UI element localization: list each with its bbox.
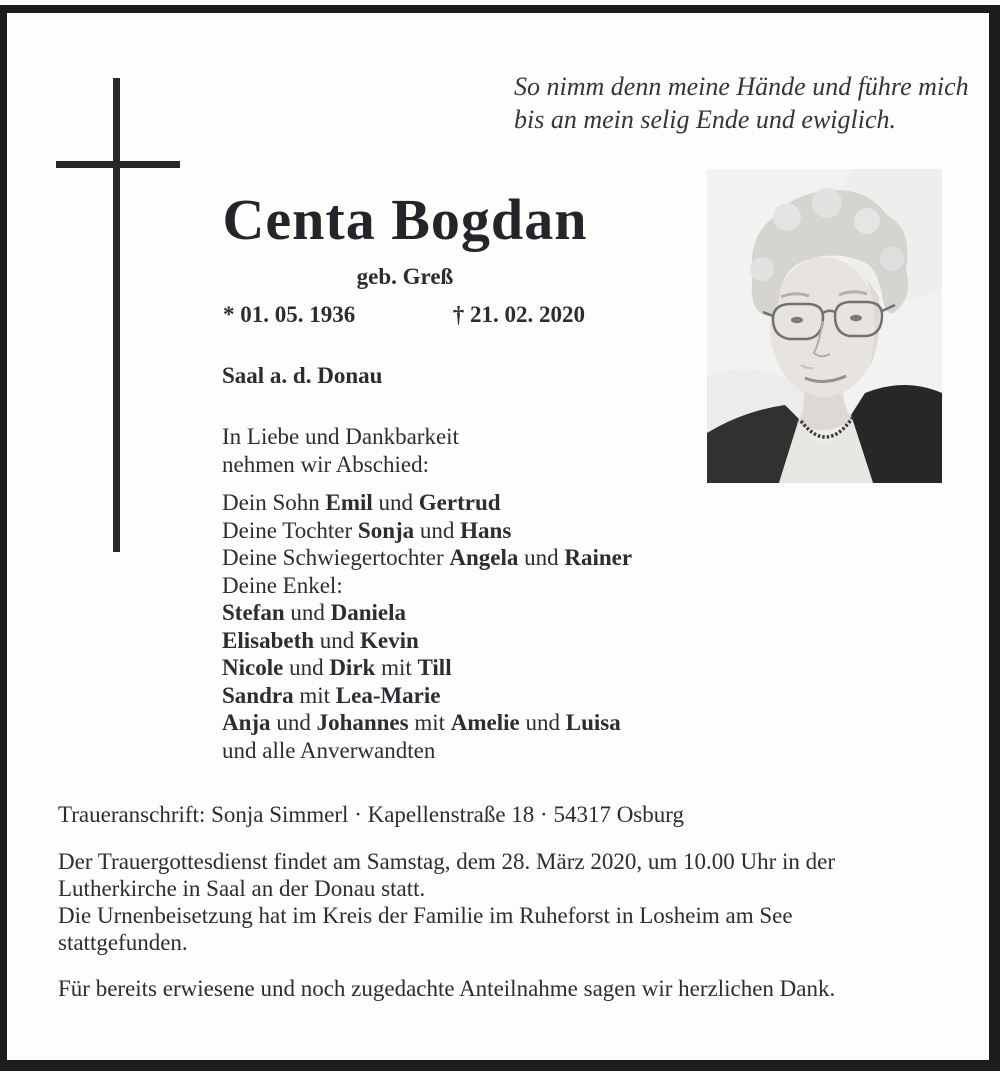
cross-vertical-bar <box>113 78 120 552</box>
mourner-text: Dein Sohn <box>222 490 326 515</box>
mourner-name: Nicole <box>222 655 284 680</box>
mourner-name: Emil <box>325 490 373 515</box>
mourner-text: Deine Enkel: <box>222 572 343 598</box>
mourner-name: Anja <box>222 710 271 735</box>
mourner-name: Daniela <box>330 600 407 625</box>
text-line: stattgefunden. <box>58 930 188 955</box>
mourner-name: Sonja <box>357 517 415 543</box>
mourner-line <box>222 654 632 682</box>
mourner-name: Luisa <box>565 710 621 735</box>
mourner-line <box>222 682 632 710</box>
maiden-name: geb. Greß <box>356 264 454 289</box>
birth-date: * 01. 05. 1936 <box>223 302 356 327</box>
text-line: bis an mein selig Ende und ewiglich. <box>514 105 897 134</box>
mourner-text: Deine Tochter <box>222 517 358 543</box>
text-line: Lutherkirche in Saal an der Donau statt. <box>58 876 426 901</box>
mourner-name: Hans <box>460 517 512 543</box>
mourner-text: mit <box>375 655 418 680</box>
mourner-name: Gertrud <box>418 490 501 515</box>
text-line: In Liebe und Dankbarkeit <box>222 424 459 449</box>
mourner-text: und <box>283 655 330 680</box>
mourner-text: mit <box>293 682 336 708</box>
mourner-text: und <box>519 710 566 735</box>
mourner-text: und <box>518 545 565 570</box>
mourner-name: Kevin <box>360 627 419 653</box>
text-line: So nimm denn meine Hände und führe mich <box>514 72 969 101</box>
mourner-line <box>222 709 632 737</box>
mourner-text: und <box>270 710 317 735</box>
mourners-list <box>222 489 632 764</box>
text-line: Der Trauergottesdienst findet am Samstag, dem 28. März 2020, um 10.00 Uhr in der <box>58 849 835 874</box>
mourner-name: Dirk <box>329 655 376 680</box>
mourner-line <box>222 599 632 627</box>
mourner-name: Till <box>417 655 452 680</box>
mourner-text: und <box>372 490 419 515</box>
mourner-name: Lea-Marie <box>335 682 441 708</box>
mourner-text: mit <box>408 710 451 735</box>
residence: Saal a. d. Donau <box>222 363 383 388</box>
mourner-name: Amelie <box>450 710 520 735</box>
mourner-name: Rainer <box>564 545 633 570</box>
mourning-address: Traueranschrift: Sonja Simmerl · Kapellenstraße 18 · 54317 Osburg <box>58 802 684 827</box>
mourner-line <box>222 627 632 655</box>
death-date: † 21. 02. 2020 <box>452 302 585 327</box>
cross-horizontal-bar <box>56 161 180 168</box>
mourner-name: Johannes <box>316 710 409 735</box>
mourner-name: Stefan <box>222 600 285 625</box>
memorial-quote <box>514 70 969 136</box>
mourner-line <box>222 737 632 765</box>
farewell-intro <box>222 423 459 479</box>
service-info <box>58 848 835 956</box>
life-dates <box>205 302 605 328</box>
mourner-text: und alle Anverwandten <box>222 737 436 763</box>
mourner-line <box>222 544 632 572</box>
mourner-line <box>222 489 632 517</box>
portrait-photo <box>707 169 942 483</box>
mourner-line <box>222 572 632 600</box>
mourner-text: Deine Schwiegertochter <box>222 545 450 570</box>
mourner-text: und <box>414 517 461 543</box>
text-line: nehmen wir Abschied: <box>222 452 429 477</box>
text-line: Die Urnenbeisetzung hat im Kreis der Familie im Ruheforst in Losheim am See <box>58 903 793 928</box>
mourner-name: Sandra <box>222 682 294 708</box>
mourner-name: Elisabeth <box>222 627 315 653</box>
mourner-text: und <box>314 627 361 653</box>
header-block <box>205 188 605 328</box>
deceased-name: Centa Bogdan <box>222 187 588 252</box>
mourner-line <box>222 517 632 545</box>
mourner-text: und <box>284 600 331 625</box>
thanks-note: Für bereits erwiesene und noch zugedachte Anteilnahme sagen wir herzlichen Dank. <box>58 976 836 1001</box>
mourner-name: Angela <box>449 545 519 570</box>
